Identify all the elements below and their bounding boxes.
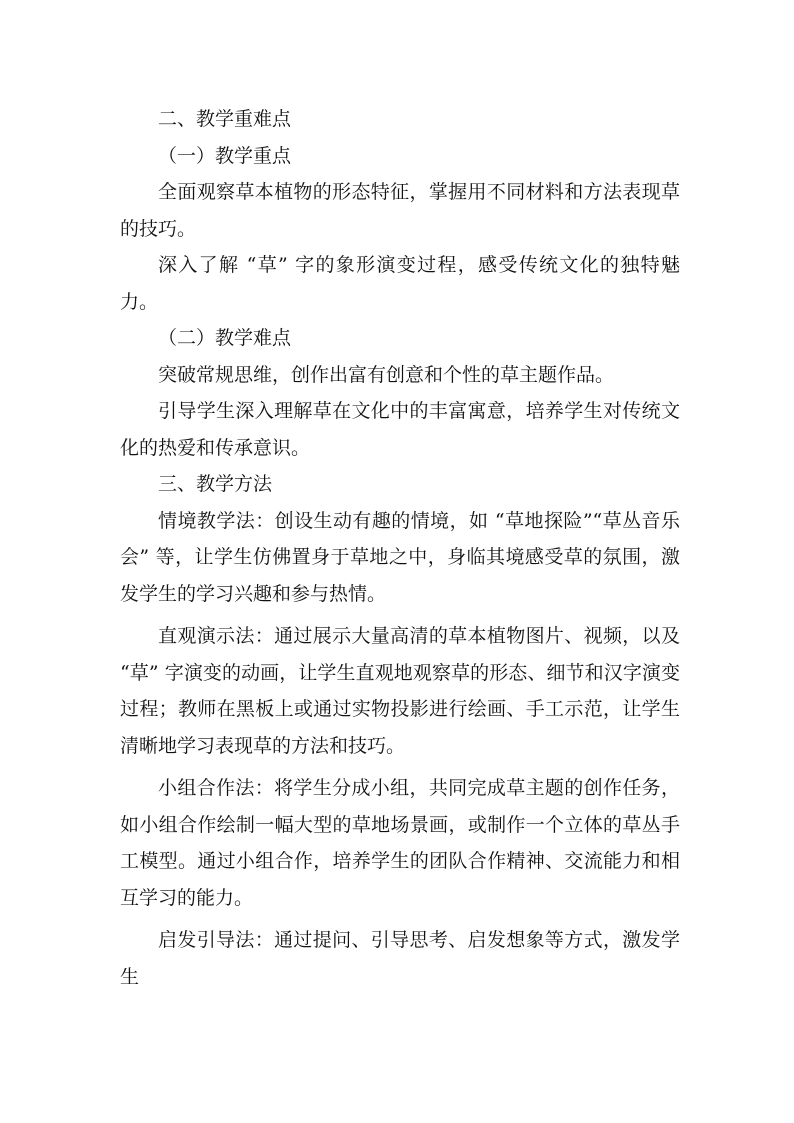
- subsection-heading-difficult-points: （二）教学难点: [158, 327, 292, 349]
- document-body: [120, 101, 680, 995]
- section-heading-methods: 三、教学方法: [158, 473, 273, 495]
- paragraph-method-demonstration: 直观演示法：通过展示大量高清的草本植物图片、视频，以及 “草” 字演变的动画，让学生直观地观察草的形态、细节和汉字演变过程；教师在黑板上或通过实物投影进行绘画、手工示范，让学生清晰地学习表现草的方法和技巧。: [120, 625, 680, 757]
- paragraph-difficulty-1: 突破常规思维，创作出富有创意和个性的草主题作品。: [158, 363, 615, 386]
- subsection-heading-key-points: （一）教学重点: [158, 144, 292, 167]
- paragraph-difficulty-2: 引导学生深入理解草在文化中的丰富寓意，培养学生对传统文化的热爱和传承意识。: [120, 400, 680, 459]
- section-heading-difficulties: 二、教学重难点: [158, 108, 292, 130]
- paragraph-key-point-1: 全面观察草本植物的形态特征，掌握用不同材料和方法表现草的技巧。: [120, 181, 680, 240]
- paragraph-method-situational: 情境教学法：创设生动有趣的情境，如 “草地探险”“草丛音乐会” 等，让学生仿佛置身于草地之中，身临其境感受草的氛围，激发学生的学习兴趣和参与热情。: [120, 509, 680, 605]
- paragraph-key-point-2: 深入了解 “草” 字的象形演变过程，感受传统文化的独特魅力。: [120, 254, 680, 313]
- paragraph-method-group: 小组合作法：将学生分成小组，共同完成草主题的创作任务，如小组合作绘制一幅大型的草地场景画，或制作一个立体的草丛手工模型。通过小组合作，培养学生的团队合作精神、交流能力和相互学习的能力。: [120, 777, 680, 909]
- paragraph-method-inspiration: 启发引导法：通过提问、引导思考、启发想象等方式，激发学生: [120, 929, 680, 988]
